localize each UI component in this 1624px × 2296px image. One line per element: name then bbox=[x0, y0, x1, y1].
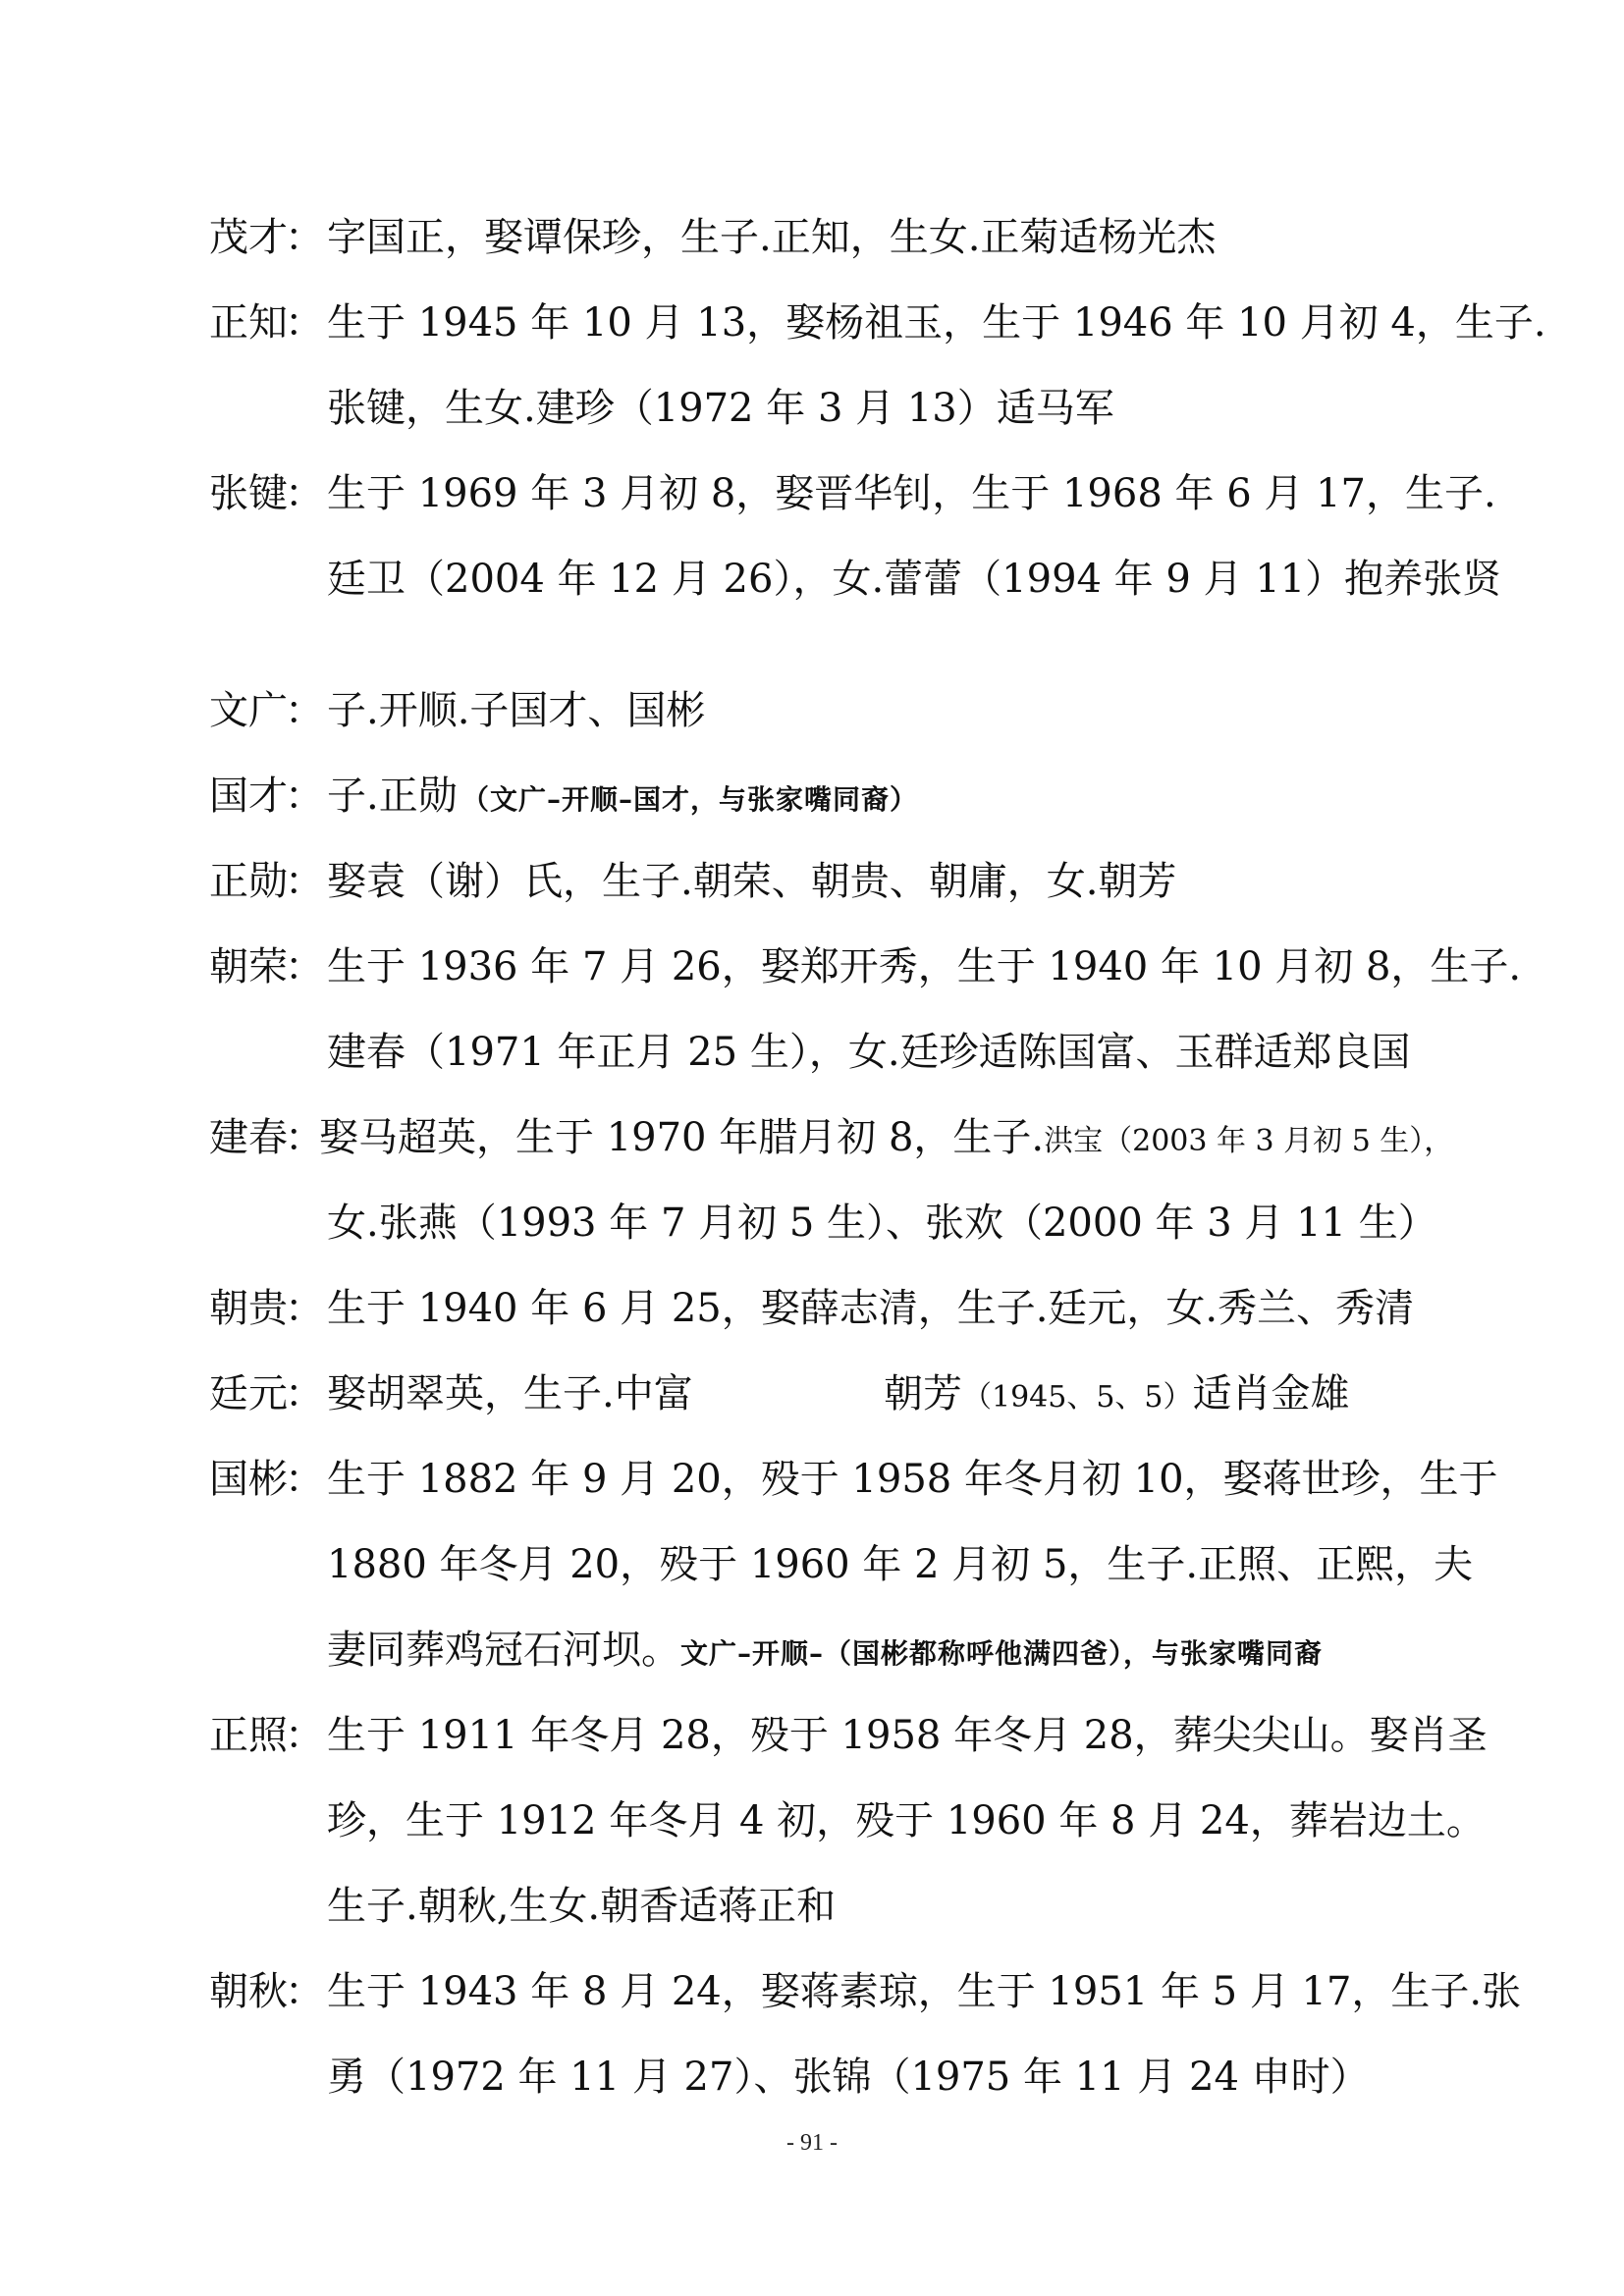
entry-text: 1880 年冬月 20，殁于 1960 年 2 月初 5，生子.正照、正熙，夫 bbox=[327, 1542, 1474, 1587]
entry-name: 朝芳 bbox=[884, 1371, 962, 1416]
entry-name: 朝荣 bbox=[209, 944, 288, 989]
entry-text: 适肖金雄 bbox=[1192, 1371, 1350, 1416]
entry-name: 茂才 bbox=[209, 215, 288, 260]
entry-text: 生于 1945 年 10 月 13，娶杨祖玉，生于 1946 年 10 月初 4，生子. bbox=[327, 300, 1546, 346]
entry-text: 生于 1936 年 7 月 26，娶郑开秀，生于 1940 年 10 月初 8，生子. bbox=[327, 944, 1522, 989]
entry-separator: ： bbox=[285, 1371, 324, 1416]
entry-text: 字国正，娶谭保珍，生子.正知，生女.正菊适杨光杰 bbox=[327, 215, 1217, 260]
entry-name: 正勋 bbox=[209, 859, 288, 904]
entry-chaofang bbox=[884, 1370, 1350, 1421]
entry-separator: ： bbox=[285, 300, 324, 346]
entry-text: 女.张燕（1993 年 7 月初 5 生）、张欢（2000 年 3 月 11 生） bbox=[327, 1201, 1437, 1246]
entry-text: 廷卫（2004 年 12 月 26），女.蕾蕾（1994 年 9 月 11）抱养张贤 bbox=[327, 557, 1502, 602]
entry-name: 朝贵 bbox=[209, 1286, 288, 1331]
entry-separator: ： bbox=[285, 944, 324, 989]
entry-separator: ： bbox=[285, 1457, 324, 1502]
entry-separator: ： bbox=[285, 688, 324, 733]
entry-separator: ： bbox=[285, 1969, 324, 2014]
entry-text: 珍，生于 1912 年冬月 4 初，殁于 1960 年 8 月 24，葬岩边土。 bbox=[327, 1798, 1486, 1843]
entry-name: 文广 bbox=[209, 688, 288, 733]
entry-name: 国彬 bbox=[209, 1457, 288, 1502]
entry-text: 娶胡翠英，生子.中富 bbox=[327, 1371, 693, 1416]
entry-text: 生于 1882 年 9 月 20，殁于 1958 年冬月初 10，娶蒋世珍，生于 bbox=[327, 1457, 1498, 1502]
entry-text: 生于 1940 年 6 月 25，娶薛志清，生子.廷元，女.秀兰、秀清 bbox=[327, 1286, 1415, 1331]
entry-text: 生于 1969 年 3 月初 8，娶晋华钊，生于 1968 年 6 月 17，生子. bbox=[327, 471, 1496, 516]
entry-text: 生于 1943 年 8 月 24，娶蒋素琼，生于 1951 年 5 月 17，生子.张 bbox=[327, 1969, 1522, 2014]
entry-date-small: （1945、5、5） bbox=[962, 1380, 1193, 1415]
entry-text bbox=[319, 1114, 1453, 1165]
entry-name: 正知 bbox=[209, 300, 288, 346]
entry-separator: ： bbox=[285, 471, 324, 516]
entry-name: 朝秋 bbox=[209, 1969, 288, 2014]
entry-name: 张键 bbox=[209, 471, 288, 516]
entry-separator: ： bbox=[285, 215, 324, 260]
entry-separator: ： bbox=[285, 774, 324, 819]
entry-text-small: 洪宝（2003 年 3 月初 5 生）， bbox=[1044, 1124, 1454, 1158]
entry-separator: ： bbox=[285, 1115, 324, 1160]
entry-name: 国才 bbox=[209, 774, 288, 819]
entry-text: 生于 1911 年冬月 28，殁于 1958 年冬月 28，葬尖尖山。娶肖圣 bbox=[327, 1713, 1488, 1758]
page-number: - 91 - bbox=[786, 2130, 838, 2156]
entry-text: 生子.朝秋,生女.朝香适蒋正和 bbox=[327, 1884, 837, 1929]
lineage-note: （文广–开顺–国才，与张家嘴同裔） bbox=[461, 783, 919, 816]
entry-text: 张键，生女.建珍（1972 年 3 月 13）适马军 bbox=[327, 386, 1114, 431]
lineage-note: 文广–开顺–（国彬都称呼他满四爸），与张家嘴同裔 bbox=[680, 1637, 1324, 1670]
entry-separator: ： bbox=[285, 1713, 324, 1758]
entry-text: 娶袁（谢）氏，生子.朝荣、朝贵、朝庸，女.朝芳 bbox=[327, 859, 1177, 904]
entry-separator: ： bbox=[285, 1286, 324, 1331]
entry-text-main: 娶马超英，生于 1970 年腊月初 8，生子. bbox=[319, 1115, 1045, 1160]
entry-text bbox=[327, 1627, 1323, 1678]
entry-text-main: 妻同葬鸡冠石河坝。 bbox=[327, 1628, 680, 1673]
entry-text: 子.正勋 bbox=[327, 774, 458, 819]
entry-name: 正照 bbox=[209, 1713, 288, 1758]
entry-text: 勇（1972 年 11 月 27）、张锦（1975 年 11 月 24 申时） bbox=[327, 2055, 1370, 2100]
entry-text: 子.开顺.子国才、国彬 bbox=[327, 688, 706, 733]
entry-text: 建春（1971 年正月 25 生），女.廷珍适陈国富、玉群适郑良国 bbox=[327, 1030, 1411, 1075]
entry-separator: ： bbox=[285, 859, 324, 904]
entry-name: 廷元 bbox=[209, 1371, 288, 1416]
entry-name: 建春 bbox=[209, 1115, 288, 1160]
